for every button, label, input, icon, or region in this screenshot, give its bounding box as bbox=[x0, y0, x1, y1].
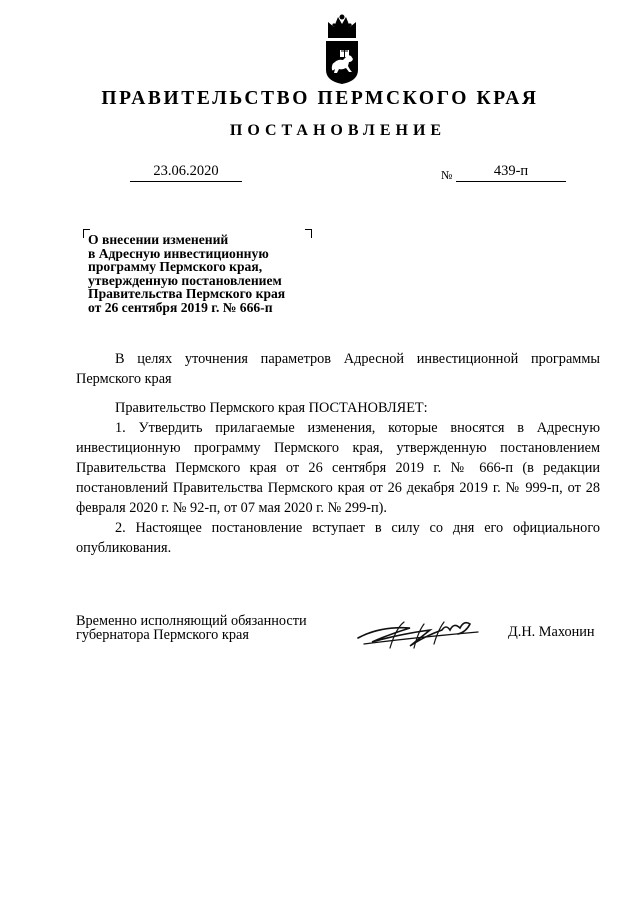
body-paragraph-resolves: Правительство Пермского края ПОСТАНОВЛЯЕТ: bbox=[115, 400, 428, 416]
document-body bbox=[76, 349, 600, 558]
document-date: 23.06.2020 bbox=[130, 162, 242, 182]
coat-of-arms-icon bbox=[322, 12, 362, 84]
document-number: 439-п bbox=[456, 162, 566, 182]
subject-line: О внесении изменений bbox=[88, 232, 229, 247]
subject-line: утвержденную постановлением bbox=[88, 272, 282, 288]
subject-line: Правительства Пермского края bbox=[88, 286, 286, 301]
subject-line: от 26 сентября 2019 г. № 666-п bbox=[88, 299, 273, 315]
signer-name: Д.Н. Махонин bbox=[508, 624, 595, 640]
number-sign: № bbox=[441, 168, 453, 182]
body-paragraph-item-2: 2. Настоящее постановление вступает в силу со дня его официального опубликования. bbox=[76, 520, 600, 556]
signatory-position bbox=[76, 614, 356, 642]
handwritten-signature bbox=[350, 608, 480, 656]
subject-line: программу Пермского края, bbox=[88, 259, 263, 274]
subject-line: в Адресную инвестиционную bbox=[88, 245, 269, 261]
document-type: ПОСТАНОВЛЕНИЕ bbox=[229, 122, 447, 139]
body-paragraph-item-1: 1. Утвердить прилагаемые изменения, которые вносятся в Адресную инвестиционную программу Пермского края, утвержденную постановлением Правительства Пермского края от 26 сентября 2019 г. № 666-п (в редакции постановлений Правительства Пермского края от 26 декабря 2019 г. № 999-п, от 28 февраля 2020 г. № 92-п, от 07 мая 2020 г. № 299-п). bbox=[76, 420, 600, 516]
government-title: ПРАВИТЕЛЬСТВО ПЕРМСКОГО КРАЯ bbox=[101, 88, 539, 109]
signatory-position-line: Временно исполняющий обязанности bbox=[76, 613, 307, 629]
body-paragraph-purpose: В целях уточнения параметров Адресной инвестиционной программы Пермского края bbox=[76, 351, 600, 387]
subject-block bbox=[88, 233, 328, 314]
signatory-position-line: губернатора Пермского края bbox=[76, 627, 249, 643]
